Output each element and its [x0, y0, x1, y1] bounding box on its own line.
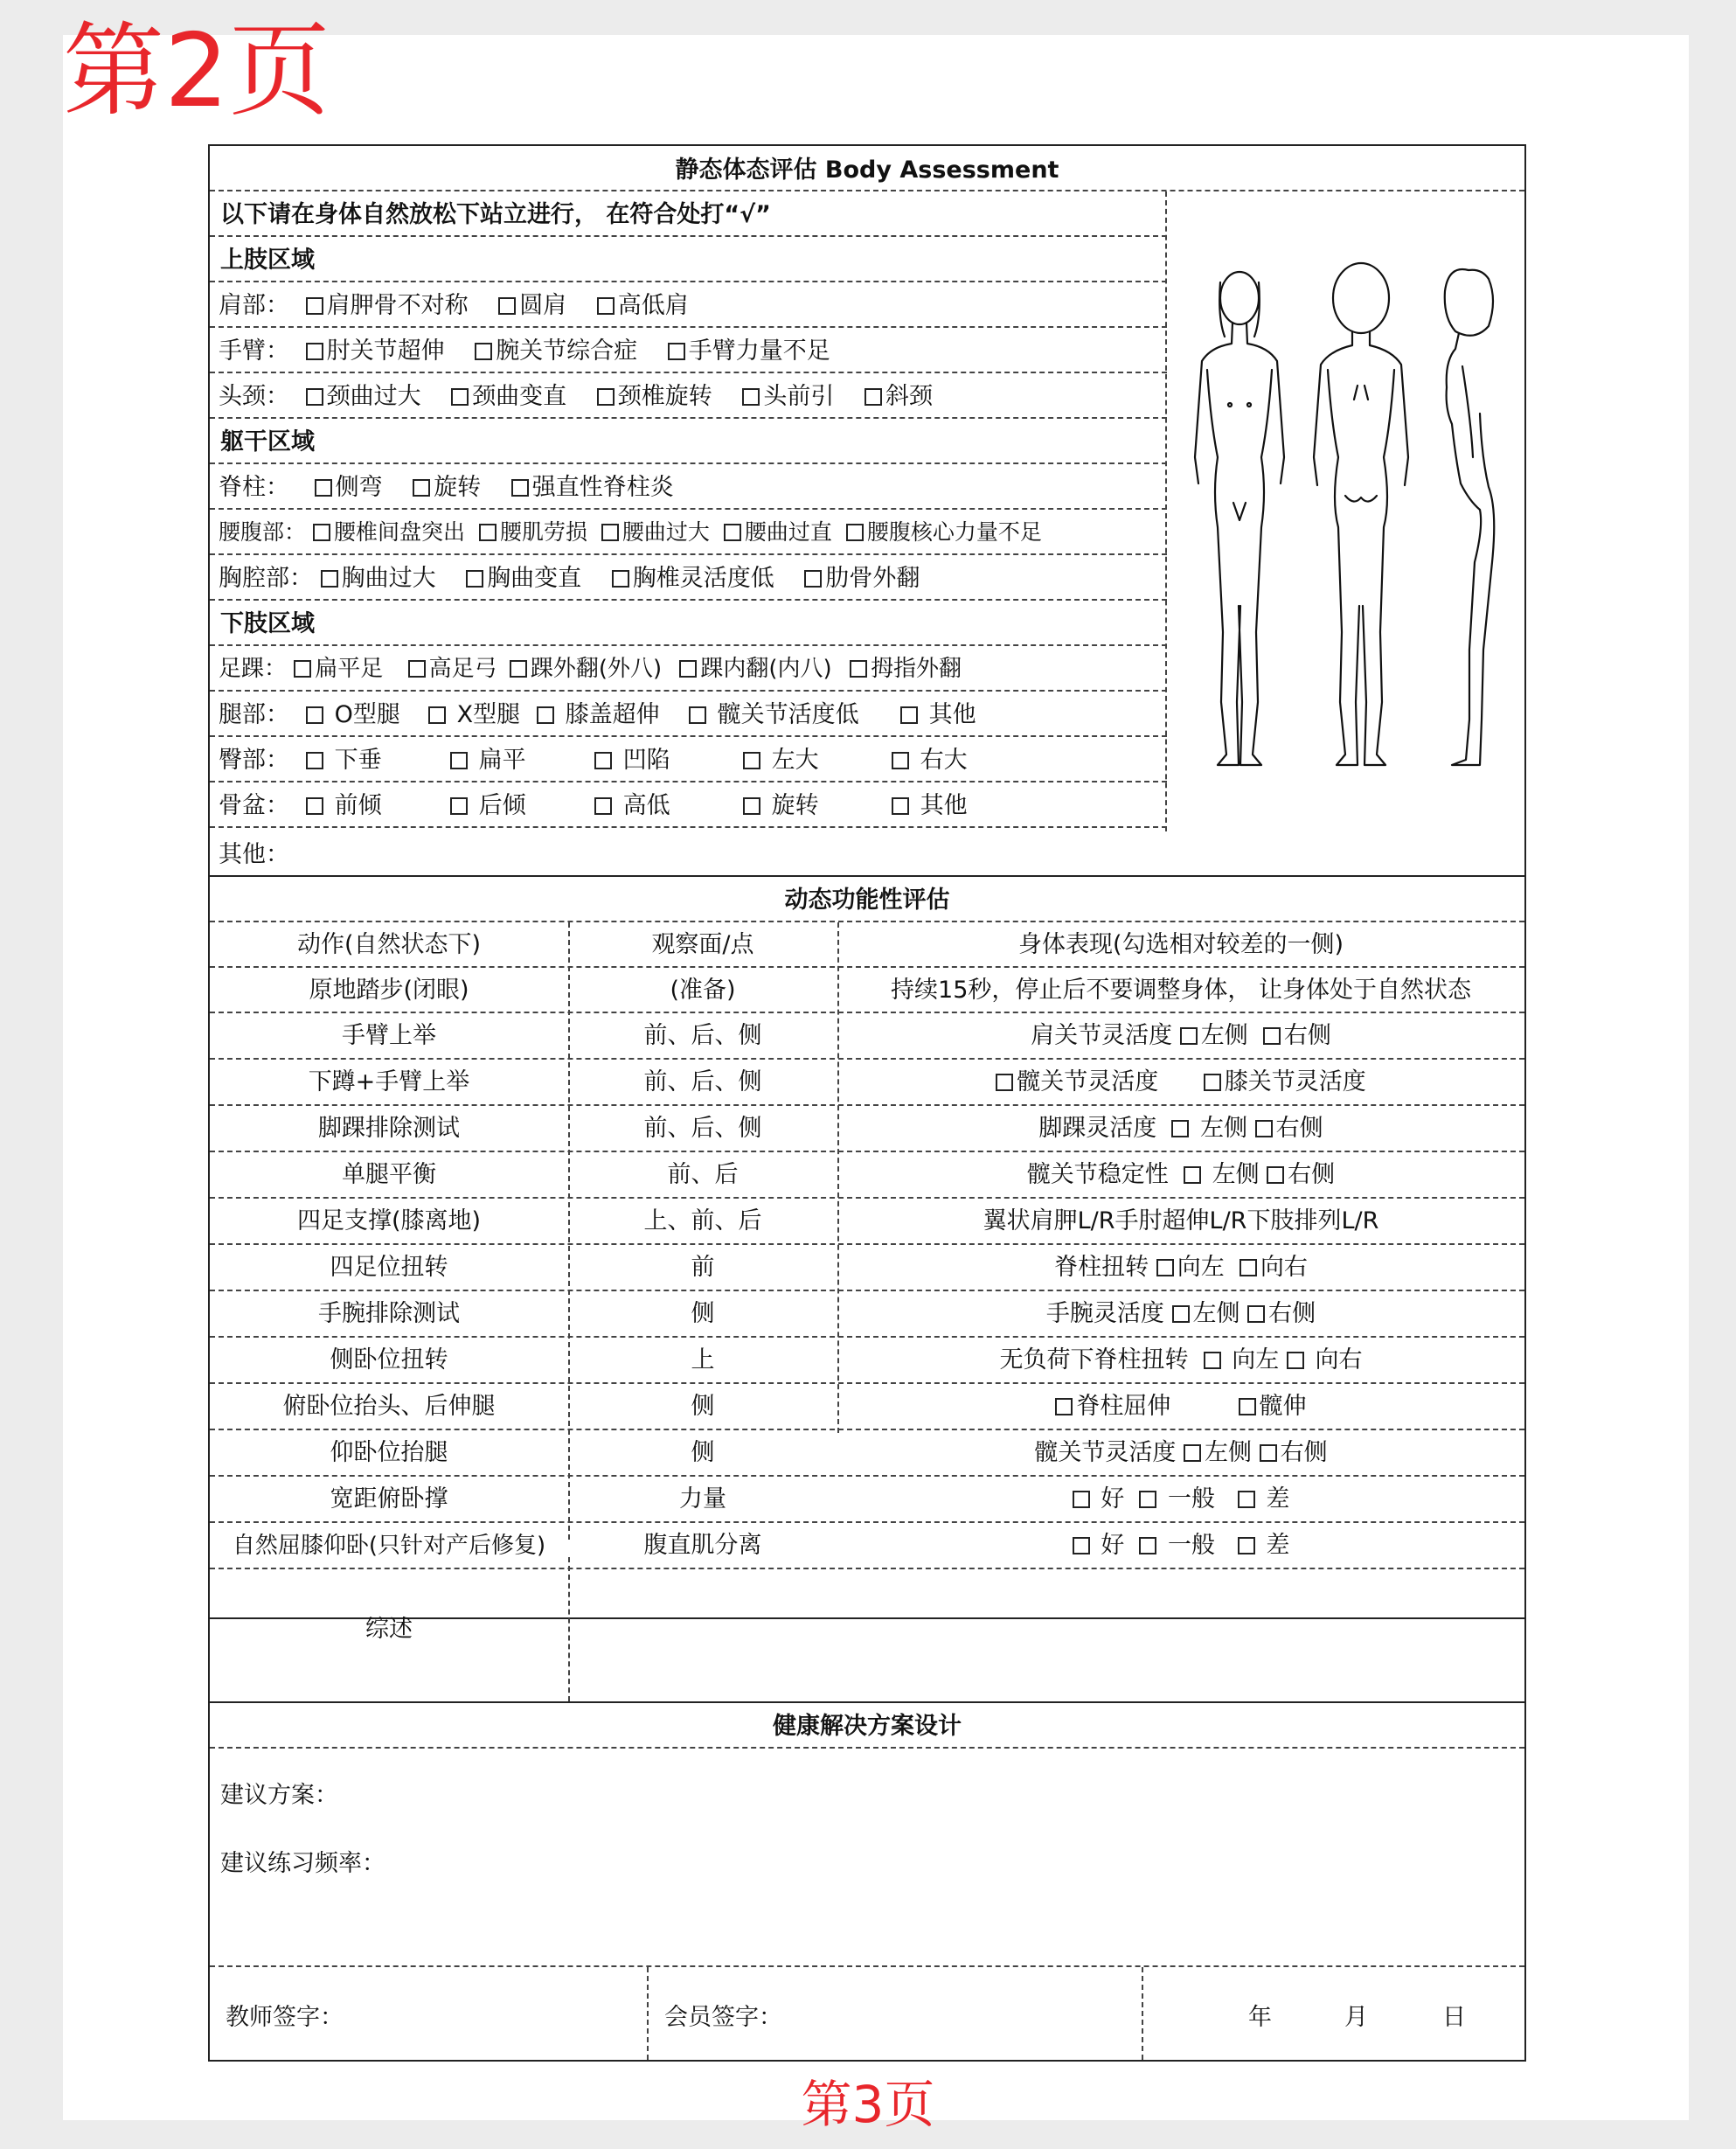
option-label: O型腿 [334, 701, 400, 728]
option-label: 踝内翻(内八) [700, 656, 832, 682]
option-label: 右大 [920, 747, 968, 774]
table-row [210, 1013, 1524, 1060]
result-label: 手腕灵活度 [1045, 1300, 1164, 1327]
option-label: 胸椎灵活度低 [632, 565, 774, 592]
frequency-label: 建议练习频率： [220, 1850, 385, 1877]
checkbox[interactable] [306, 752, 323, 769]
option-label: 凹陷 [622, 747, 670, 774]
checkbox[interactable] [1204, 1074, 1221, 1091]
upper-section-title: 上肢区域 [220, 247, 315, 274]
action-cell: 俯卧位抬头、后伸腿 [282, 1393, 496, 1420]
table-row [210, 1338, 1524, 1384]
table-row [210, 1291, 1524, 1338]
date-year: 年 [1248, 2004, 1272, 2031]
option-label: 胸曲过大 [341, 565, 436, 592]
option-label: 膝盖超伸 [565, 701, 660, 728]
option-label: 左侧 [1212, 1161, 1260, 1188]
action-cell: 仰卧位抬腿 [330, 1439, 448, 1466]
view-cell: (准备) [670, 976, 736, 1004]
body-outline-icon [1167, 195, 1524, 831]
action-cell: 单腿平衡 [342, 1161, 436, 1188]
option-label: 左大 [771, 747, 819, 774]
hip-row [210, 737, 1167, 782]
action-cell: 脚踝排除测试 [318, 1115, 460, 1142]
checkbox[interactable] [408, 660, 426, 678]
option-label: 强直性脊柱炎 [531, 474, 674, 501]
checkbox[interactable] [1240, 1259, 1257, 1276]
checkbox[interactable] [1239, 1398, 1256, 1415]
instruction-row [210, 191, 1167, 237]
option-label: 左侧 [1192, 1300, 1240, 1327]
checkbox[interactable] [428, 706, 446, 724]
option-label: 差 [1266, 1485, 1290, 1513]
option-label: 肋骨外翻 [825, 565, 920, 592]
lower-section-title: 下肢区域 [220, 610, 315, 637]
view-cell: 前、后 [667, 1161, 739, 1188]
action-cell: 宽距俯卧撑 [330, 1485, 448, 1513]
page-number-bottom: 第3页 [801, 2075, 935, 2134]
option-label: 向右 [1260, 1254, 1308, 1281]
option-label: 胸曲变直 [487, 565, 582, 592]
action-cell: 手臂上举 [342, 1022, 436, 1049]
suggestion-row[interactable] [210, 1749, 1524, 1967]
option-label: 腰椎间盘突出 [333, 519, 465, 545]
checkbox[interactable] [450, 752, 468, 769]
table-row [210, 1152, 1524, 1199]
checkbox[interactable] [1073, 1537, 1090, 1554]
date-day: 日 [1442, 2004, 1466, 2031]
action-cell: 四足支撑(膝离地) [296, 1207, 482, 1234]
waist-label: 腰腹部： [219, 519, 307, 545]
checkbox[interactable] [1172, 1305, 1190, 1323]
checkbox[interactable] [1180, 1027, 1198, 1045]
result-cell [837, 1291, 1524, 1336]
option-label: 一般 [1168, 1532, 1215, 1559]
view-cell: 侧 [691, 1439, 715, 1466]
neck-label: 头颈： [219, 383, 289, 410]
upper-section-row [210, 237, 1167, 282]
summary-field[interactable] [568, 1557, 1524, 1701]
checkbox[interactable] [479, 524, 496, 541]
other-label: 其他： [219, 841, 289, 868]
option-label: 腰曲过大 [621, 519, 710, 545]
checkbox[interactable] [1267, 1166, 1284, 1184]
view-cell: 前、后、侧 [643, 1068, 762, 1095]
action-cell: 四足位扭转 [330, 1254, 448, 1281]
checkbox[interactable] [668, 343, 685, 360]
view-cell: 侧 [691, 1393, 715, 1420]
checkbox[interactable] [846, 524, 864, 541]
checkbox[interactable] [306, 388, 323, 406]
chest-label: 胸腔部： [219, 565, 313, 592]
neck-row [210, 373, 1167, 419]
result-label: 髋关节稳定性 [1026, 1161, 1169, 1188]
checkbox[interactable] [511, 479, 529, 497]
date-month: 月 [1344, 2004, 1368, 2031]
table-row [210, 1106, 1524, 1152]
option-label: 前倾 [334, 792, 382, 819]
checkbox[interactable] [1287, 1352, 1304, 1369]
table-row [210, 1430, 1524, 1477]
arm-row [210, 328, 1167, 373]
option-label: 向左 [1232, 1346, 1280, 1374]
table-row [210, 1199, 1524, 1245]
option-label: X型腿 [456, 701, 521, 728]
body-figure-illustration [1167, 195, 1524, 831]
summary-label: 综述 [365, 1616, 413, 1643]
option-label: 其他 [920, 792, 968, 819]
checkbox[interactable] [306, 297, 323, 315]
action-cell: 下蹲+手臂上举 [308, 1068, 470, 1095]
checkbox[interactable] [313, 524, 330, 541]
page-number-top: 第2页 [63, 12, 330, 130]
checkbox[interactable] [466, 570, 483, 588]
option-label: 肘关节超伸 [326, 337, 445, 365]
table-row [210, 968, 1524, 1013]
view-cell: 上 [691, 1346, 715, 1374]
option-label: 高低肩 [617, 292, 689, 319]
option-label: 右侧 [1275, 1115, 1323, 1142]
checkbox[interactable] [892, 797, 909, 815]
option-label: 好 [1101, 1485, 1125, 1513]
member-sign-label[interactable]: 会员签字： [664, 2004, 782, 2031]
result-label: 脚踝灵活度 [1038, 1115, 1157, 1142]
checkbox[interactable] [1139, 1537, 1156, 1554]
option-label: 左侧 [1200, 1022, 1248, 1049]
plan-title: 健康解决方案设计 [773, 1713, 962, 1740]
action-cell: 手腕排除测试 [318, 1300, 460, 1327]
plan-form [208, 1557, 1526, 2062]
checkbox[interactable] [612, 570, 629, 588]
option-label: 髋关节灵活度 [1017, 1068, 1159, 1095]
option-label: 踝外翻(外八) [530, 656, 663, 682]
result-cell: 翼状肩胛L/R手肘超伸L/R下肢排列L/R [983, 1207, 1379, 1234]
trunk-section-row [210, 419, 1167, 464]
checkbox[interactable] [413, 479, 430, 497]
checkbox[interactable] [451, 388, 469, 406]
result-label: 脊柱扭转 [1054, 1254, 1149, 1281]
option-label: 腰曲过直 [744, 519, 832, 545]
option-label: 手臂力量不足 [688, 337, 830, 365]
option-label: 头前引 [763, 383, 835, 410]
action-cell: 侧卧位扭转 [330, 1346, 448, 1374]
checkbox[interactable] [306, 343, 323, 360]
instruction-text: 以下请在身体自然放松下站立进行， 在符合处打“√” [220, 201, 771, 228]
chest-row [210, 555, 1167, 601]
header-view: 观察面/点 [651, 930, 754, 958]
checkbox[interactable] [865, 388, 882, 406]
checkbox[interactable] [537, 706, 554, 724]
dynamic-title: 动态功能性评估 [784, 887, 950, 914]
assessment-form [208, 144, 1526, 1619]
sign-divider-1 [647, 1967, 649, 2060]
option-label: 下垂 [334, 747, 382, 774]
checkbox[interactable] [1260, 1444, 1277, 1462]
dynamic-header-row [210, 922, 1524, 968]
checkbox[interactable] [724, 524, 741, 541]
checkbox[interactable] [597, 297, 615, 315]
option-label: 差 [1266, 1532, 1290, 1559]
option-label: 左侧 [1200, 1115, 1248, 1142]
leg-label: 腿部： [219, 701, 289, 728]
pelvis-row [210, 782, 1167, 828]
option-label: 拇指外翻 [870, 656, 962, 682]
static-title-row [210, 146, 1524, 191]
result-cell [837, 1384, 1524, 1429]
plan-title-row [210, 1703, 1524, 1749]
checkbox[interactable] [306, 797, 323, 815]
shoulder-row [210, 282, 1167, 328]
checkbox[interactable] [1184, 1444, 1201, 1462]
option-label: 其他 [928, 701, 976, 728]
option-label: 右侧 [1280, 1439, 1328, 1466]
option-label: 旋转 [771, 792, 819, 819]
result-cell [837, 1338, 1524, 1382]
result-cell [837, 1060, 1524, 1104]
option-label: 后倾 [478, 792, 526, 819]
checkbox[interactable] [1238, 1491, 1255, 1508]
spine-label: 脊柱： [219, 474, 289, 501]
action-cell: 自然屈膝仰卧(只针对产后修复) [232, 1532, 546, 1559]
view-cell: 侧 [691, 1300, 715, 1327]
view-cell: 前、后、侧 [643, 1022, 762, 1049]
option-label: 颈曲变直 [472, 383, 567, 410]
result-cell [837, 1013, 1524, 1058]
result-cell: 持续15秒，停止后不要调整身体， 让身体处于自然状态 [891, 976, 1471, 1004]
checkbox[interactable] [306, 706, 323, 724]
result-cell [837, 1245, 1524, 1290]
checkbox[interactable] [597, 388, 615, 406]
option-label: 高低 [622, 792, 670, 819]
checkbox[interactable] [804, 570, 822, 588]
checkbox[interactable] [321, 570, 338, 588]
option-label: 右侧 [1283, 1022, 1331, 1049]
lower-section-row [210, 601, 1167, 646]
spine-row [210, 464, 1167, 510]
view-cell: 力量 [679, 1485, 726, 1513]
option-label: 膝关节灵活度 [1224, 1068, 1366, 1095]
checkbox[interactable] [1055, 1398, 1073, 1415]
waist-row [210, 510, 1167, 555]
header-result: 身体表现(勾选相对较差的一侧) [1017, 930, 1344, 958]
checkbox[interactable] [1156, 1259, 1174, 1276]
table-row [210, 1060, 1524, 1106]
view-cell: 前、后、侧 [643, 1115, 762, 1142]
suggestion-label: 建议方案： [220, 1782, 338, 1809]
arm-label: 手臂： [219, 337, 289, 365]
option-label: 腰腹核心力量不足 [866, 519, 1042, 545]
checkbox[interactable] [594, 752, 612, 769]
option-label: 高足弓 [428, 656, 497, 682]
table-row [210, 1384, 1524, 1430]
table-row [210, 1245, 1524, 1291]
option-label: 腰肌劳损 [499, 519, 587, 545]
static-title: 静态体态评估 Body Assessment [675, 156, 1059, 184]
action-cell: 原地踏步(闭眼) [309, 976, 469, 1004]
checkbox[interactable] [1184, 1166, 1201, 1184]
sign-divider-2 [1142, 1967, 1143, 2060]
option-label: 髋伸 [1259, 1393, 1307, 1420]
checkbox[interactable] [594, 797, 612, 815]
hip-label: 臀部： [219, 747, 289, 774]
teacher-sign-label[interactable]: 教师签字： [226, 2004, 344, 2031]
checkbox[interactable] [1263, 1027, 1281, 1045]
dynamic-title-row [210, 877, 1524, 922]
option-label: 颈曲过大 [326, 383, 421, 410]
checkbox[interactable] [1204, 1352, 1221, 1369]
option-label: 颈椎旋转 [617, 383, 712, 410]
ankle-label: 足踝： [219, 656, 288, 682]
pelvis-label: 骨盆： [219, 792, 289, 819]
result-label: 无负荷下脊柱扭转 [999, 1346, 1189, 1374]
checkbox[interactable] [996, 1074, 1013, 1091]
checkbox[interactable] [1238, 1537, 1255, 1554]
checkbox[interactable] [850, 660, 867, 678]
view-cell: 上、前、后 [643, 1207, 762, 1234]
checkbox[interactable] [1073, 1491, 1090, 1508]
option-label: 向左 [1177, 1254, 1225, 1281]
checkbox[interactable] [601, 524, 619, 541]
checkbox[interactable] [689, 706, 706, 724]
option-label: 旋转 [434, 474, 482, 501]
option-label: 侧弯 [335, 474, 383, 501]
table-row [210, 1477, 1524, 1523]
checkbox[interactable] [1247, 1305, 1265, 1323]
other-row [210, 831, 1524, 877]
result-cell [837, 1106, 1524, 1151]
checkbox[interactable] [892, 752, 909, 769]
option-label: 一般 [1168, 1485, 1215, 1513]
option-label: 圆肩 [519, 292, 567, 319]
ankle-row [210, 646, 1167, 692]
result-label: 髋关节灵活度 [1034, 1439, 1177, 1466]
option-label: 斜颈 [885, 383, 933, 410]
option-label: 肩胛骨不对称 [326, 292, 469, 319]
result-label: 肩关节灵活度 [1031, 1022, 1173, 1049]
view-cell: 腹直肌分离 [643, 1532, 762, 1559]
checkbox[interactable] [743, 797, 760, 815]
checkbox[interactable] [743, 752, 760, 769]
checkbox[interactable] [900, 706, 918, 724]
option-label: 右侧 [1288, 1161, 1336, 1188]
leg-row [210, 692, 1167, 737]
option-label: 好 [1101, 1532, 1125, 1559]
option-label: 右侧 [1268, 1300, 1316, 1327]
checkbox[interactable] [315, 479, 332, 497]
option-label: 脊柱屈伸 [1076, 1393, 1171, 1420]
view-cell: 前 [691, 1254, 715, 1281]
checkbox[interactable] [450, 797, 468, 815]
header-action: 动作(自然状态下) [296, 930, 482, 958]
option-label: 扁平足 [315, 656, 384, 682]
result-cell [837, 1430, 1524, 1475]
signature-row [210, 1967, 1524, 2060]
checkbox[interactable] [498, 297, 516, 315]
option-label: 腕关节综合症 [496, 337, 638, 365]
option-label: 左侧 [1205, 1439, 1252, 1466]
checkbox[interactable] [294, 660, 311, 678]
checkbox[interactable] [1139, 1491, 1156, 1508]
checkbox[interactable] [679, 660, 697, 678]
option-label: 向右 [1315, 1346, 1363, 1374]
checkbox[interactable] [510, 660, 527, 678]
checkbox[interactable] [1171, 1120, 1189, 1137]
result-cell [837, 1477, 1524, 1521]
option-label: 扁平 [478, 747, 526, 774]
shoulder-label: 肩部： [219, 292, 289, 319]
option-label: 髋关节活度低 [717, 701, 859, 728]
checkbox[interactable] [742, 388, 760, 406]
result-cell [837, 1152, 1524, 1197]
trunk-section-title: 躯干区域 [220, 428, 315, 456]
summary-row [210, 1557, 1524, 1703]
checkbox[interactable] [475, 343, 492, 360]
checkbox[interactable] [1255, 1120, 1273, 1137]
